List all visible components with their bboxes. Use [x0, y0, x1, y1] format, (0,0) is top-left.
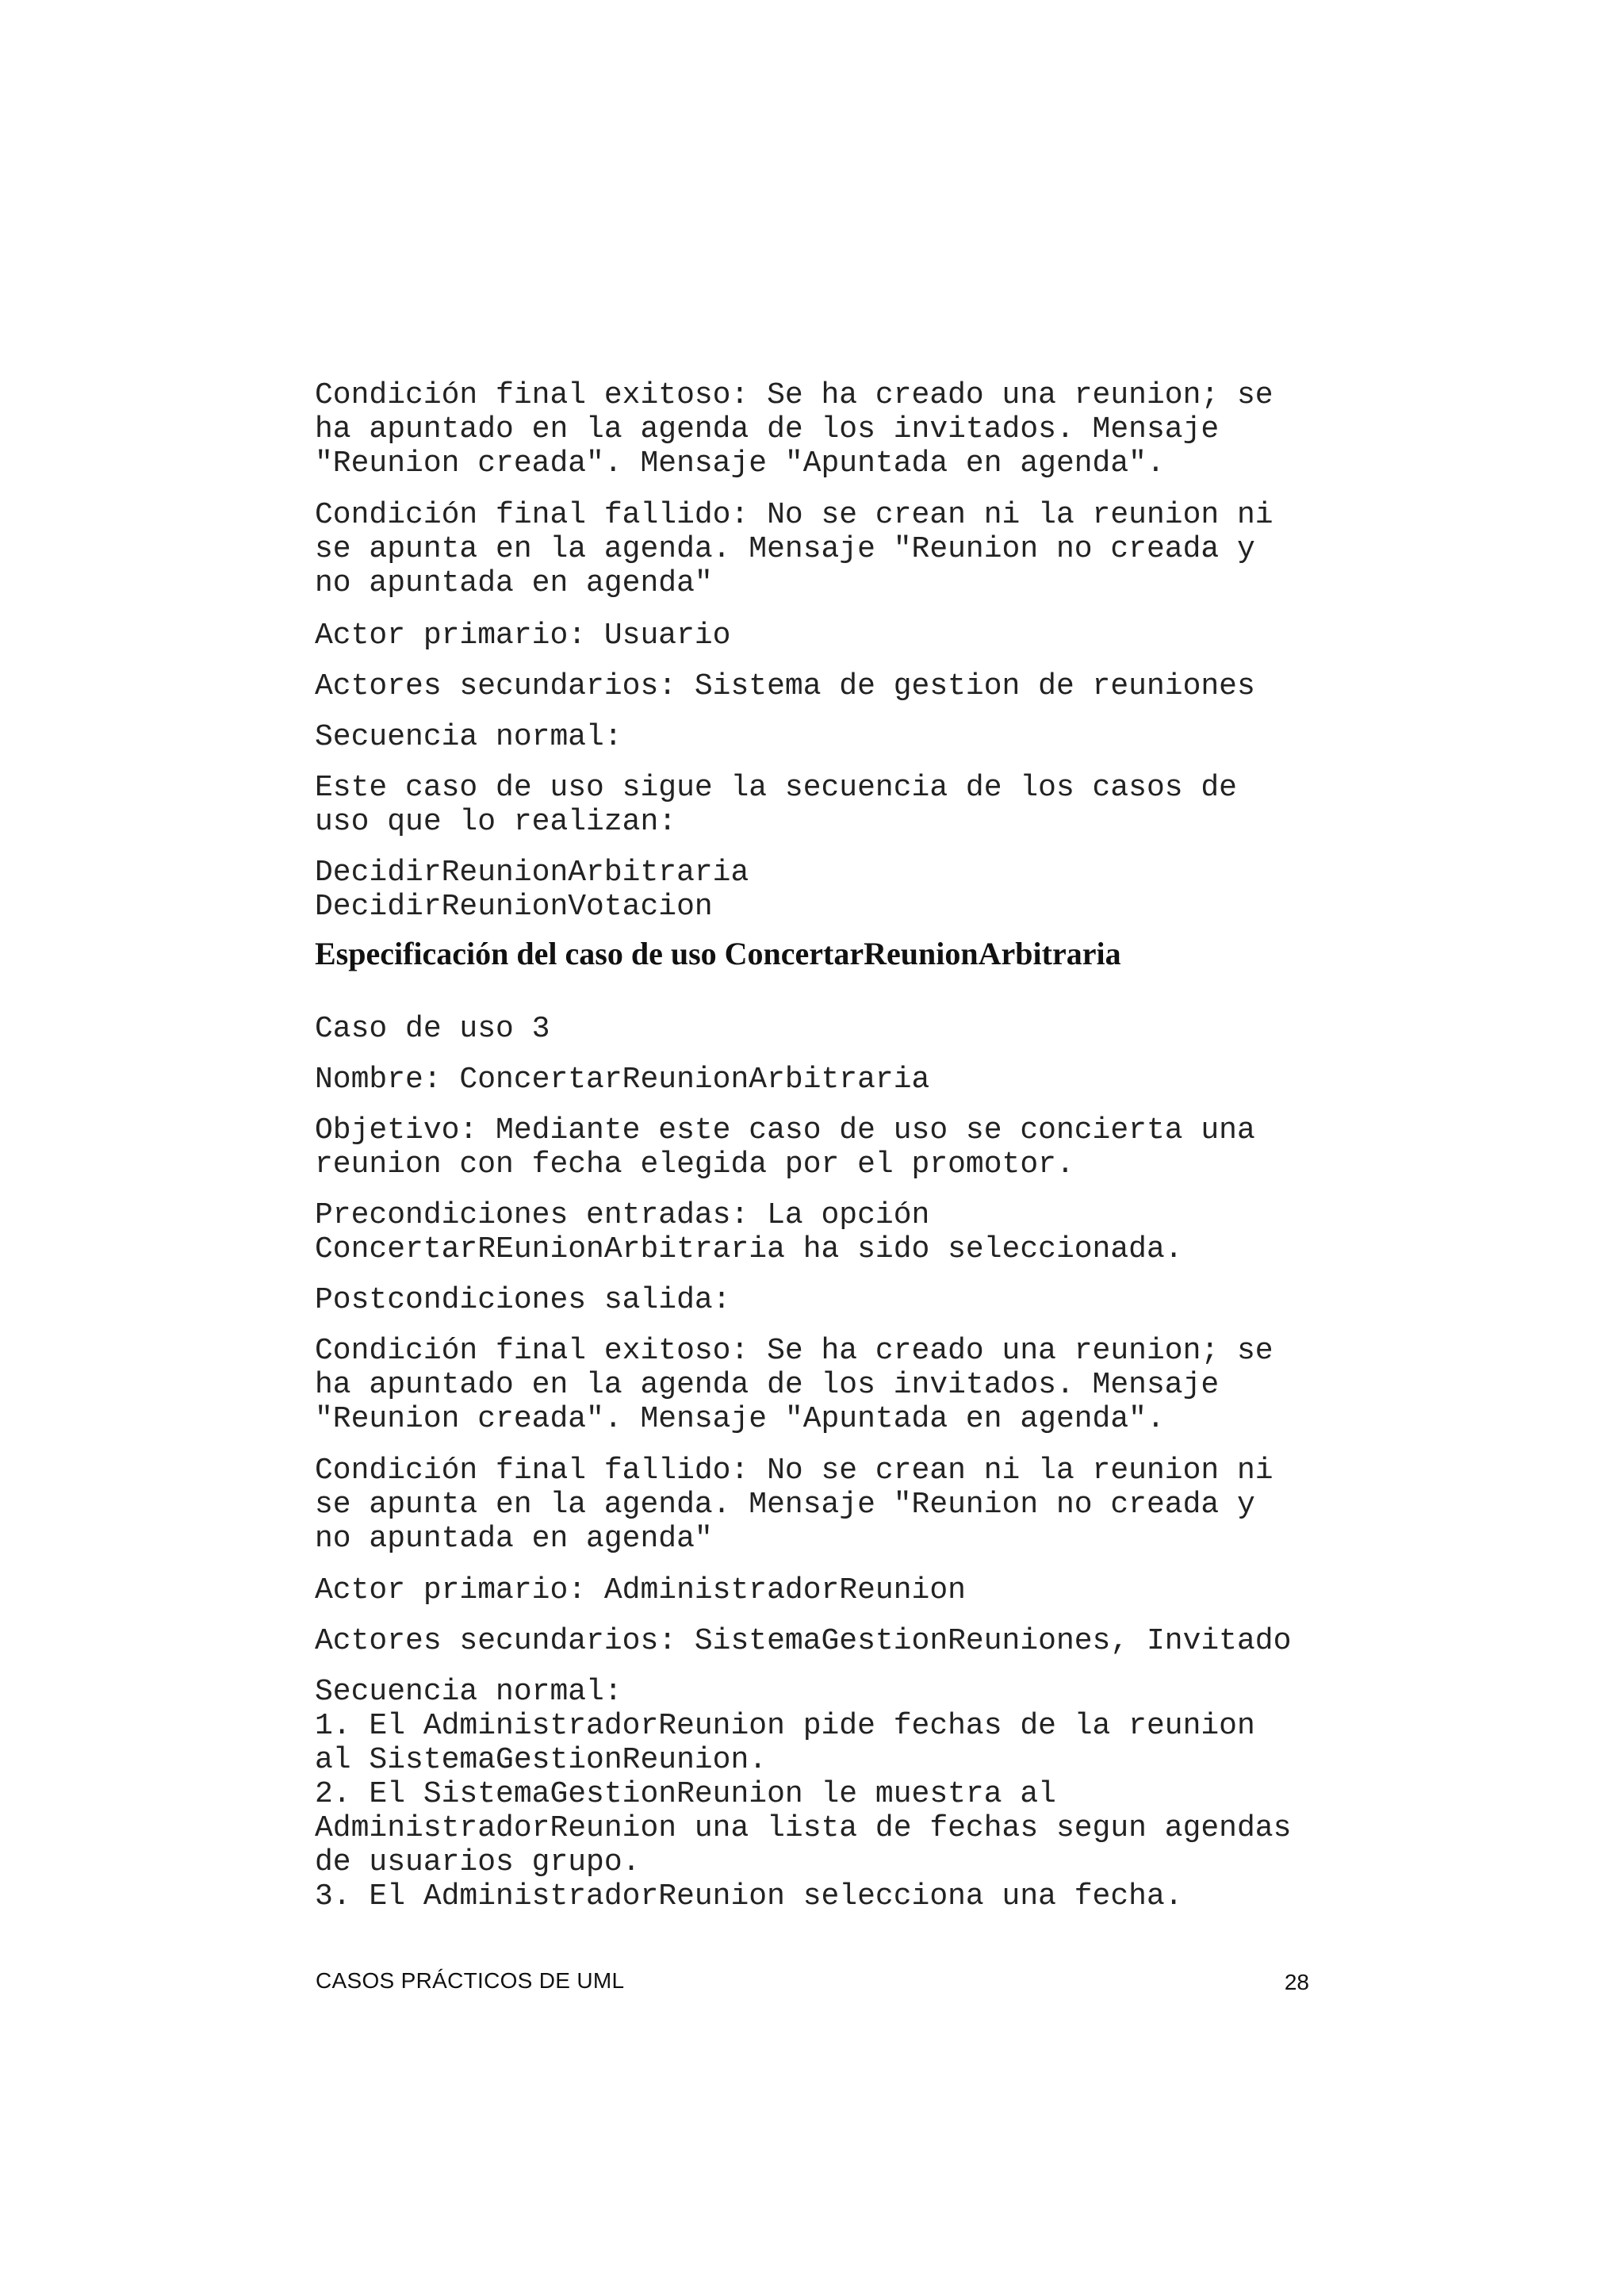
use-case-normal-sequence: Secuencia normal: 1. El AdministradorReunion pide fechas de la reunion al SistemaGestionReunion. 2. El SistemaGestionReunion le muestra al AdministradorReunion una lista de fechas segun agendas de usuarios grupo. 3. El AdministradorReunion selecciona una fecha.	[315, 1675, 1292, 1913]
use-case-success-condition: Condición final exitoso: Se ha creado una reunion; se ha apuntado en la agenda de los invitados. Mensaje "Reunion creada". Mensaje "Apuntada en agenda".	[315, 1334, 1274, 1436]
use-case-objective: Objetivo: Mediante este caso de uso se concierta una reunion con fecha elegida por el promotor.	[315, 1113, 1255, 1182]
section-heading: Especificación del caso de uso ConcertarReunionArbitraria	[315, 936, 1121, 971]
prev-success-condition: Condición final exitoso: Se ha creado una reunion; se ha apuntado en la agenda de los invitados. Mensaje "Reunion creada". Mensaje "Apuntada en agenda".	[315, 378, 1274, 481]
use-case-primary-actor: Actor primario: AdministradorReunion	[315, 1573, 966, 1607]
use-case-postconditions: Postcondiciones salida:	[315, 1283, 731, 1317]
use-case-failure-condition: Condición final fallido: No se crean ni la reunion ni se apunta en la agenda. Mensaje "Reunion no creada y no apuntada en agenda"	[315, 1454, 1274, 1556]
page-number: 28	[1284, 1970, 1309, 1994]
use-case-number: Caso de uso 3	[315, 1012, 550, 1046]
prev-use-case-list: DecidirReunionArbitraria DecidirReunionVotacion	[315, 856, 749, 924]
use-case-preconditions: Precondiciones entradas: La opción ConcertarREunionArbitraria ha sido seleccionada.	[315, 1198, 1183, 1266]
use-case-secondary-actors: Actores secundarios: SistemaGestionReuniones, Invitado	[315, 1624, 1292, 1658]
prev-failure-condition: Condición final fallido: No se crean ni la reunion ni se apunta en la agenda. Mensaje "Reunion no creada y no apuntada en agenda"	[315, 498, 1274, 600]
prev-secondary-actors: Actores secundarios: Sistema de gestion de reuniones	[315, 669, 1255, 703]
use-case-name: Nombre: ConcertarReunionArbitraria	[315, 1063, 930, 1097]
prev-sequence-label: Secuencia normal:	[315, 720, 622, 754]
footer-book-title: CASOS PRÁCTICOS DE UML	[316, 1968, 625, 1993]
prev-sequence-intro: Este caso de uso sigue la secuencia de los casos de uso que lo realizan:	[315, 771, 1237, 839]
prev-primary-actor: Actor primario: Usuario	[315, 619, 731, 653]
